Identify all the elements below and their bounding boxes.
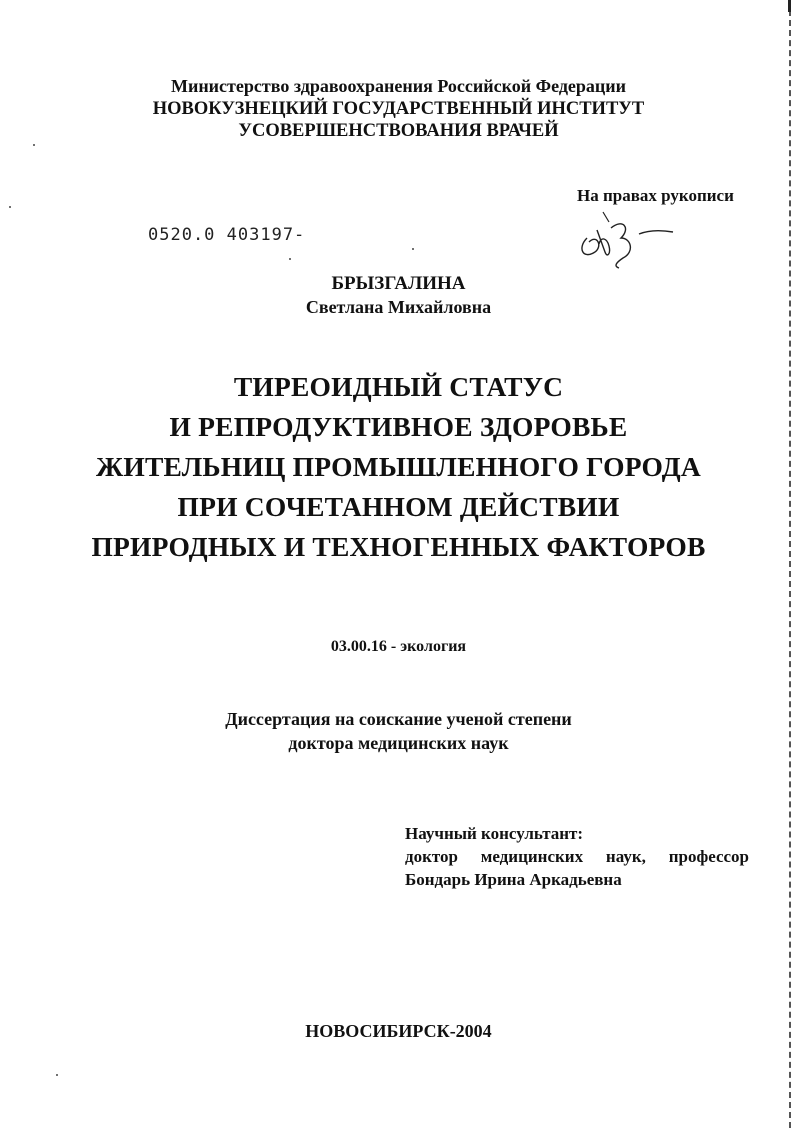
scan-speck (33, 144, 35, 146)
rights-note: На правах рукописи (577, 186, 734, 205)
author-given-names: Светлана Михайловна (305, 297, 492, 317)
consultant-name: Бондарь Ирина Аркадьевна (405, 870, 622, 889)
title-line: И РЕПРОДУКТИВНОЕ ЗДОРОВЬЕ (169, 411, 628, 442)
consultant-degree: доктор медицинских наук, профессор (405, 847, 749, 866)
degree-line: Диссертация на соискание ученой степени (225, 709, 572, 729)
institute-block (0, 98, 797, 142)
scan-speck (56, 1074, 58, 1076)
scan-speck (289, 258, 291, 260)
institute-line: УСОВЕРШЕНСТВОВАНИЯ ВРАЧЕЙ (238, 121, 559, 141)
catalog-code: 0520.0 403197- (148, 225, 306, 245)
scan-edge-mark (788, 0, 791, 12)
ministry-line: Министерство здравоохранения Российской Федерации (170, 76, 627, 96)
consultant-label: Научный консультант: (405, 824, 584, 843)
specialty-code: 03.00.16 - экология (330, 638, 467, 655)
institute-line: НОВОКУЗНЕЦКИЙ ГОСУДАРСТВЕННЫЙ ИНСТИТУТ (152, 99, 645, 119)
degree-line: доктора медицинских наук (288, 733, 509, 753)
city-year: НОВОСИБИРСК-2004 (305, 1021, 492, 1041)
title-line: ЖИТЕЛЬНИЦ ПРОМЫШЛЕННОГО ГОРОДА (96, 451, 701, 482)
handwritten-signature (575, 208, 685, 270)
title-line: ТИРЕОИДНЫЙ СТАТУС (233, 371, 564, 402)
author-surname: БРЫЗГАЛИНА (331, 273, 466, 294)
dissertation-title (0, 367, 797, 567)
title-line: ПРИ СОЧЕТАННОМ ДЕЙСТВИИ (177, 491, 620, 522)
consultant-block (405, 822, 749, 891)
scan-speck (9, 206, 11, 208)
title-line: ПРИРОДНЫХ И ТЕХНОГЕННЫХ ФАКТОРОВ (91, 531, 706, 562)
dissertation-degree (0, 707, 797, 755)
scan-speck (412, 248, 414, 250)
